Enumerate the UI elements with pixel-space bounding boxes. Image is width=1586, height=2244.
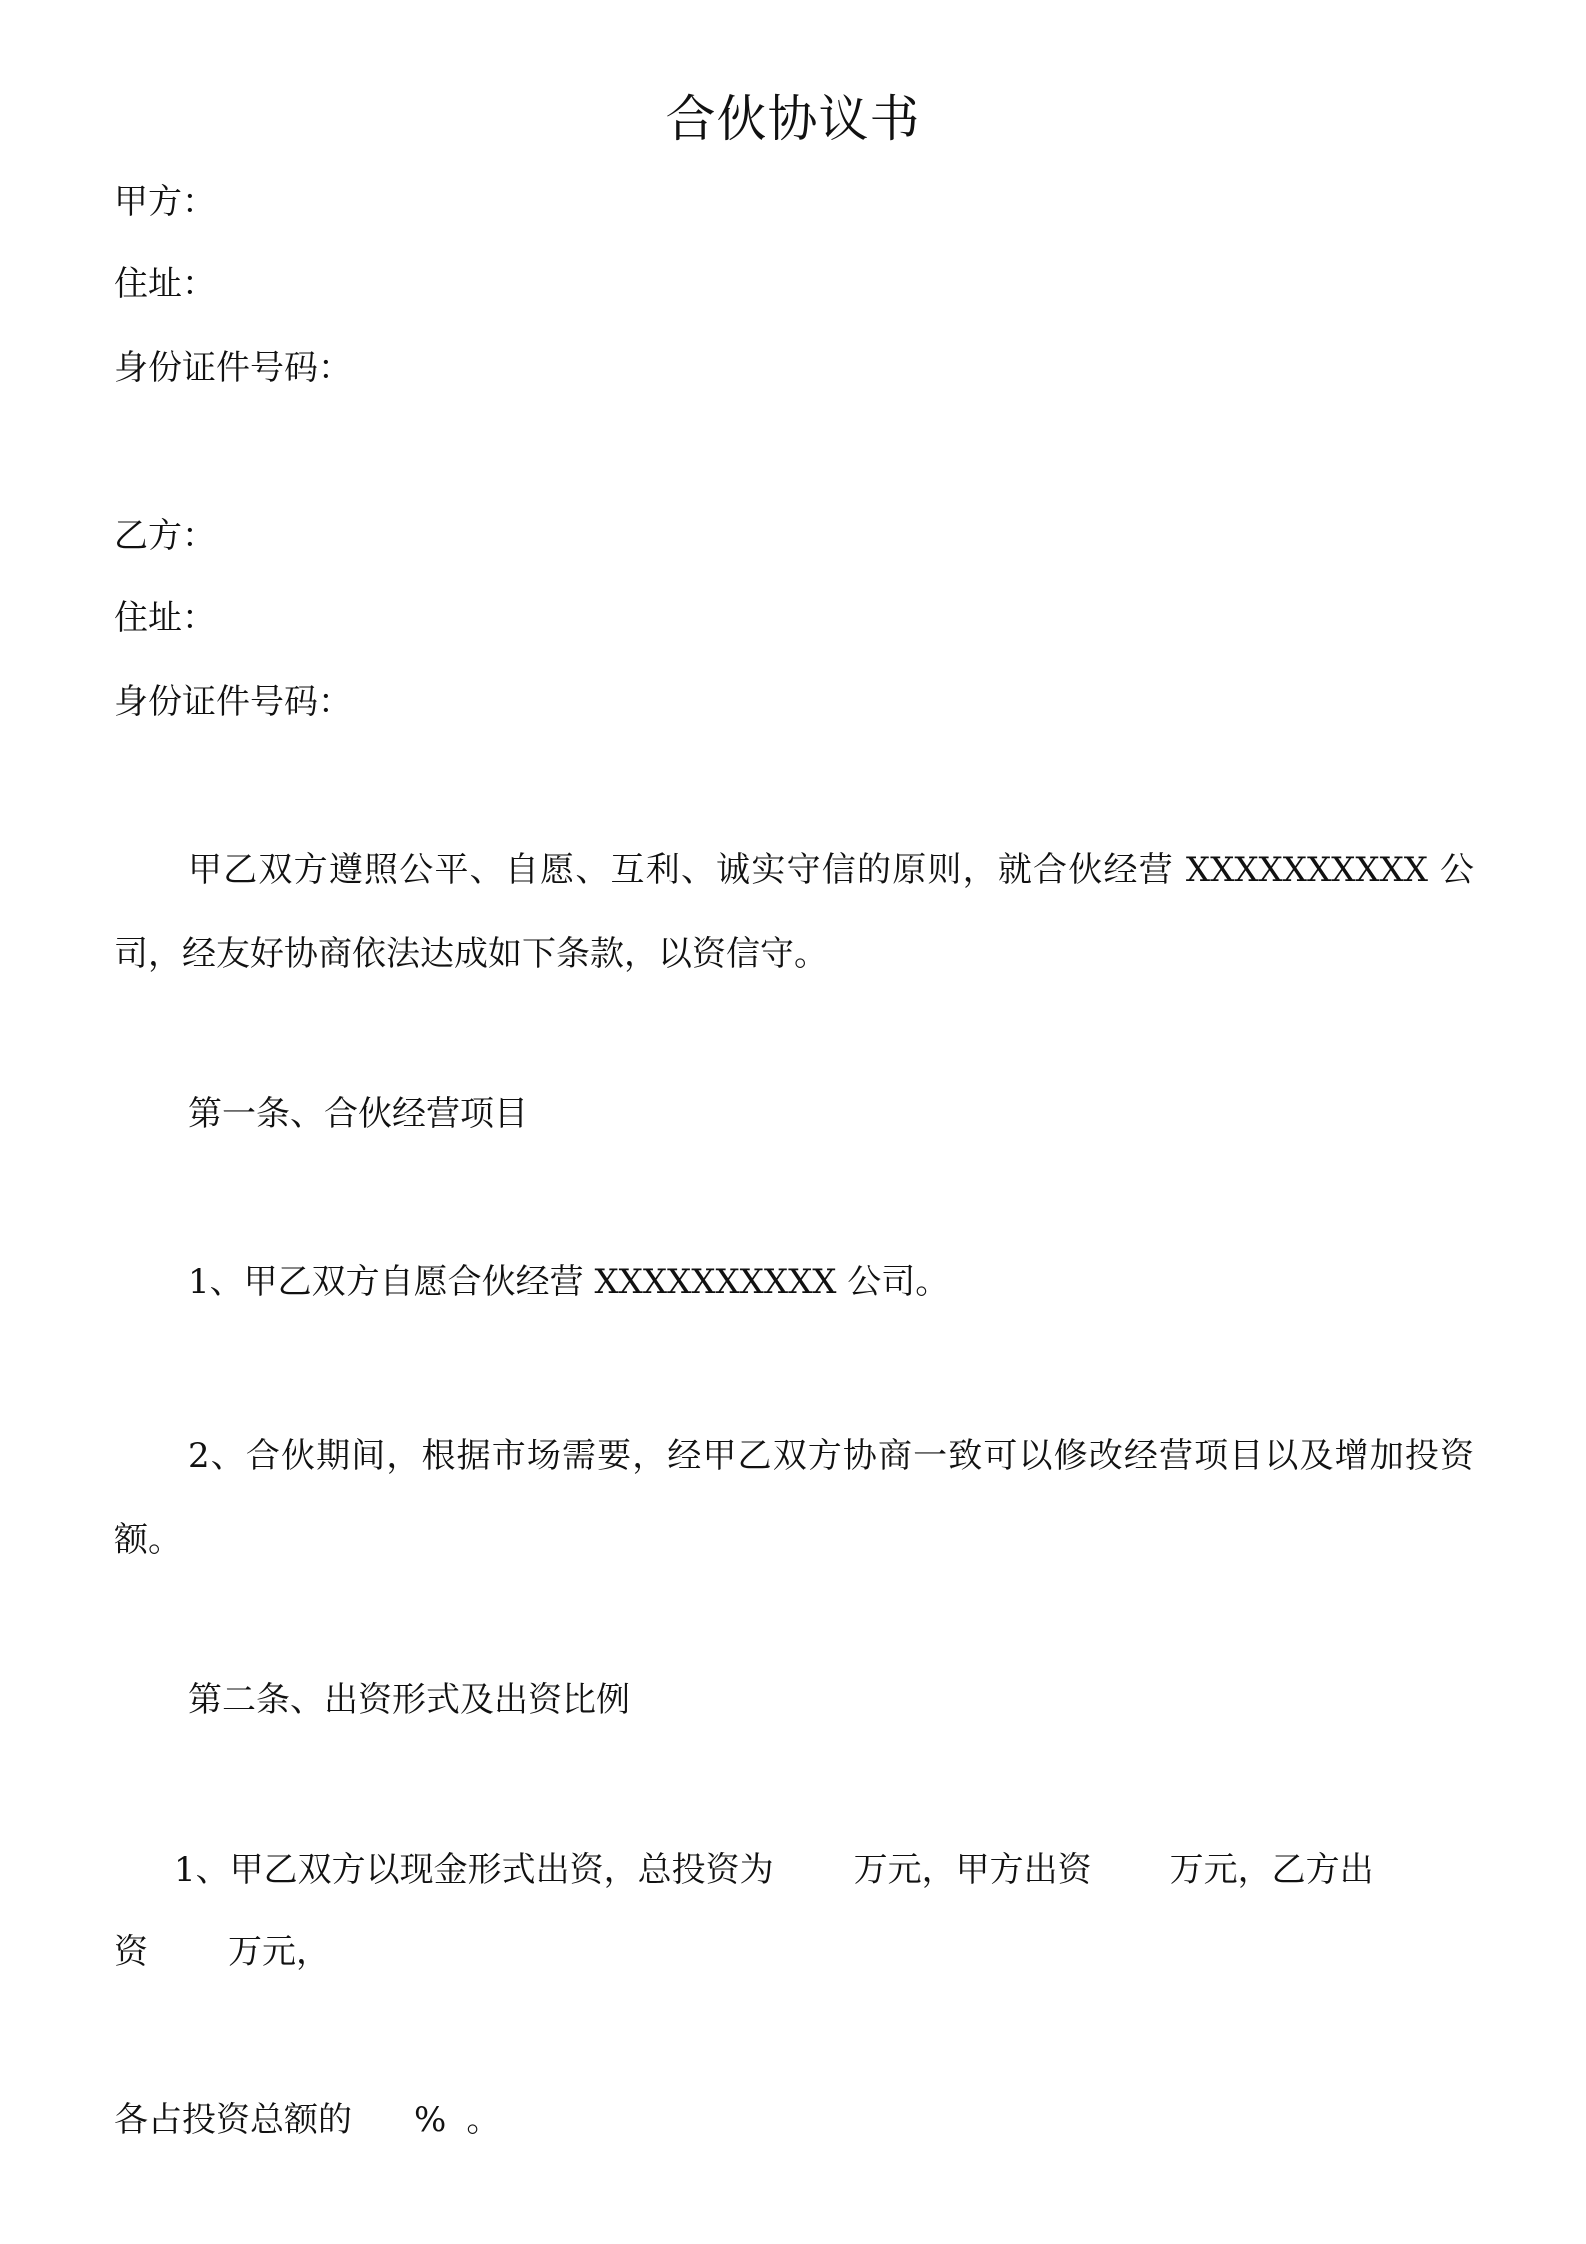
article-1-item-1: 1、甲乙双方自愿合伙经营 XXXXXXXXXX 公司。: [188, 1262, 950, 1302]
party-a-id-label: 身份证件号码：: [114, 348, 352, 388]
document-title: 合伙协议书: [665, 90, 921, 148]
article-2-share-part-2: %: [414, 2100, 447, 2140]
article-2-share-part-3: 。: [466, 2100, 501, 2140]
article-2-item-1-line-2: [114, 1930, 1474, 1974]
article-2-item-1-part-3: 万元，乙方出: [1169, 1850, 1374, 1890]
article-2-item-1-part-2: 万元，甲方出资: [853, 1850, 1092, 1890]
article-2-item-1-line-1: [174, 1848, 1534, 1892]
article-2-item-1-part-5: 万元，: [228, 1932, 330, 1972]
article-1-item-2: 2、合伙期间，根据市场需要，经甲乙双方协商一致可以修改经营项目以及增加投资额。: [114, 1436, 1474, 1560]
preamble-paragraph: 甲乙双方遵照公平、自愿、互利、诚实守信的原则，就合伙经营 XXXXXXXXXX 公司，经友好协商依法达成如下条款，以资信守。: [114, 850, 1474, 974]
article-2-heading: 第二条、出资形式及出资比例: [188, 1680, 630, 1720]
article-2-share-part-1: 各占投资总额的: [114, 2100, 352, 2140]
article-2-item-1-part-1: 1、甲乙双方以现金形式出资，总投资为: [174, 1850, 774, 1890]
article-1-heading: 第一条、合伙经营项目: [188, 1094, 528, 1134]
party-a-address-label: 住址：: [114, 264, 216, 304]
article-2-share-line: [114, 2098, 1474, 2142]
party-b-name-label: 乙方：: [114, 516, 216, 556]
party-b-address-label: 住址：: [114, 598, 216, 638]
article-2-item-1-part-4: 资: [114, 1932, 148, 1972]
party-b-id-label: 身份证件号码：: [114, 682, 352, 722]
party-a-name-label: 甲方：: [114, 182, 216, 222]
